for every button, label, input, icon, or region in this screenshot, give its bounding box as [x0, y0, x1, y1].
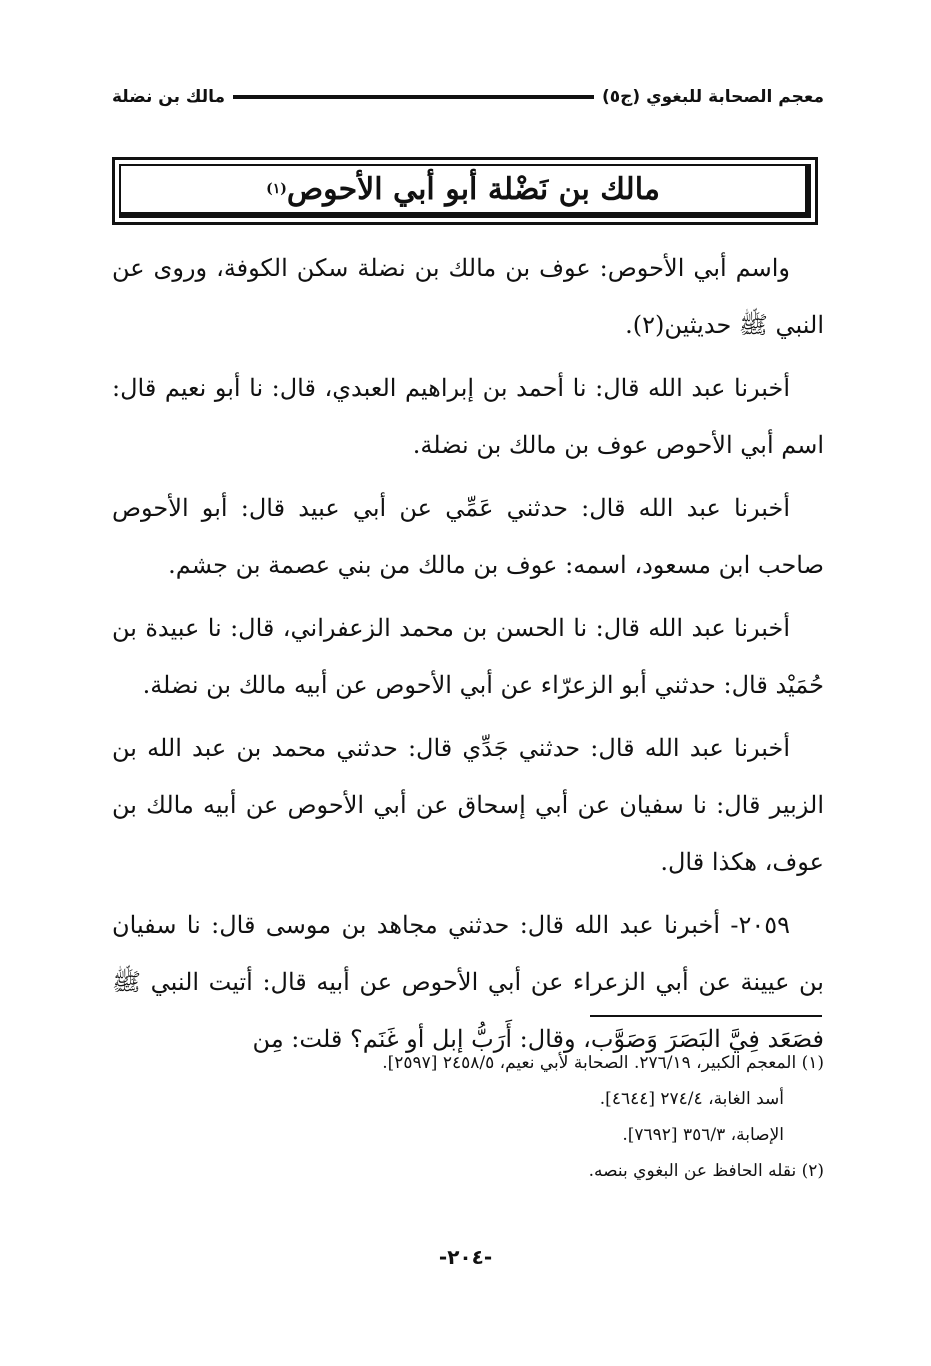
- chapter-title-box: [112, 157, 818, 225]
- header-rule: [233, 95, 594, 99]
- footnotes: [112, 1045, 824, 1189]
- footnote: (١) المعجم الكبير، ٢٧٦/١٩. الصحابة لأبي نعيم، ٢٤٥٨/٥ [٢٥٩٧].: [382, 1053, 824, 1073]
- paragraph: أخبرنا عبد الله قال: حدثني عَمِّي عن أبي عبيد قال: أبو الأحوص صاحب ابن مسعود، اسمه: عوف بن مالك من بني عصمة بن جشم.: [112, 494, 824, 579]
- paragraph: أخبرنا عبد الله قال: نا أحمد بن إبراهيم العبدي، قال: نا أبو نعيم قال: اسم أبي الأحوص عوف بن مالك بن نضلة.: [112, 374, 824, 459]
- paragraph: واسم أبي الأحوص: عوف بن مالك بن نضلة سكن الكوفة، وروى عن النبي ﷺ حديثين(٢).: [112, 254, 824, 339]
- title-footnote-ref: (١): [266, 181, 287, 197]
- page-number: -٢٠٤-: [438, 1245, 493, 1269]
- paragraph: أخبرنا عبد الله قال: حدثني جَدِّي قال: حدثني محمد بن عبد الله بن الزبير قال: نا سفيان عن أبي إسحاق عن أبي الأحوص عن أبيه مالك بن عوف، هكذا قال.: [112, 734, 824, 876]
- running-header: [112, 82, 824, 112]
- footnote: الإصابة، ٣٥٦/٣ [٧٦٩٢].: [622, 1125, 784, 1145]
- book-title: معجم الصحابة للبغوي (ج٥): [601, 87, 824, 107]
- chapter-title-frame: [119, 164, 811, 218]
- footnote-divider: [590, 1015, 822, 1017]
- footnote: (٢) نقله الحافظ عن البغوي بنصه.: [588, 1161, 824, 1181]
- paragraph: ٢٠٥٩- أخبرنا عبد الله قال: حدثني مجاهد بن موسى قال: نا سفيان بن عيينة عن أبي الزعراء عن أبي الأحوص عن أبيه قال: أتيت النبي ﷺ فصَعَد فِيَّ البَصَرَ وَصَوَّب، وقال: أَرَبُّ إبل أو غَنَم؟ قلت: مِن: [112, 911, 824, 1053]
- body-text: [112, 240, 824, 1074]
- footnote: أسد الغابة، ٢٧٤/٤ [٤٦٤٤].: [599, 1089, 784, 1109]
- chapter-title: مالك بن نَضْلة أبو أبي الأحوص: [286, 171, 660, 207]
- paragraph: أخبرنا عبد الله قال: نا الحسن بن محمد الزعفراني، قال: نا عبيدة بن حُمَيْد قال: حدثني أبو الزعرّاء عن أبي الأحوص عن أبيه مالك بن نضلة.: [112, 614, 824, 699]
- section-title: مالك بن نضلة: [112, 87, 226, 107]
